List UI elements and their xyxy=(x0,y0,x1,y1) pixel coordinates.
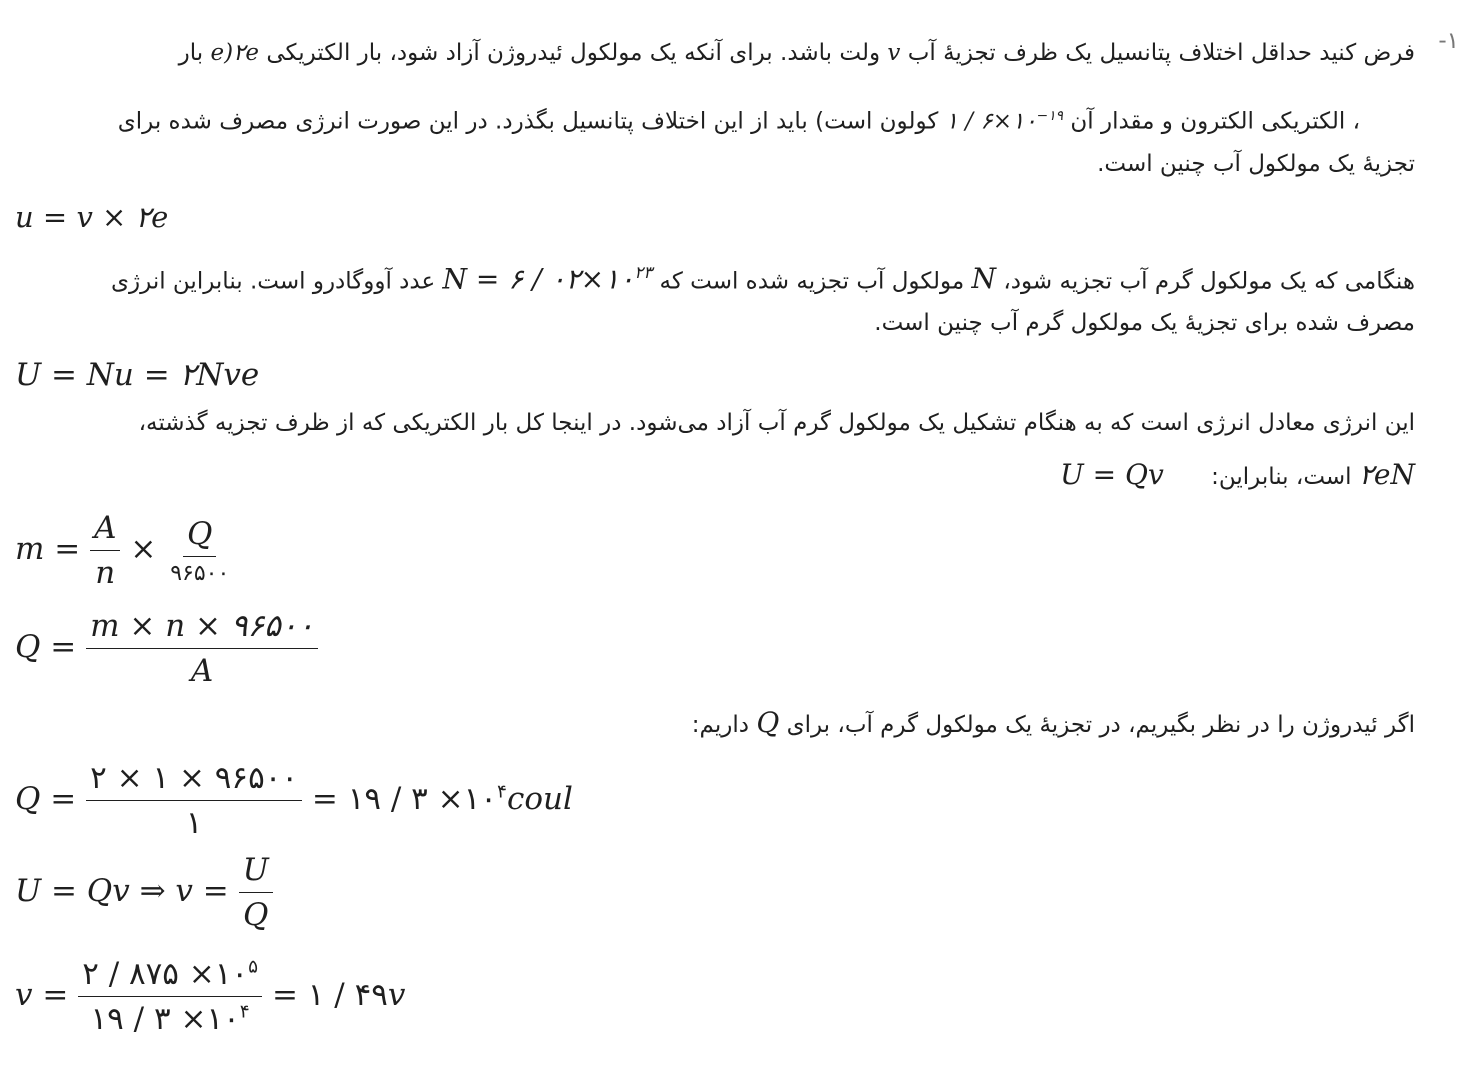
denominator: A xyxy=(190,653,214,689)
exponent: ۲۳ xyxy=(634,262,653,282)
fraction xyxy=(90,510,120,591)
math-lhs: u xyxy=(15,200,34,234)
paragraph-2-line-2: مصرف شده برای تجزیهٔ یک مولکول گرم آب چنین است. xyxy=(874,310,1415,336)
equation-7 xyxy=(15,956,405,1037)
item-number: -۱ xyxy=(1438,28,1459,54)
math-symbol: e)۲e xyxy=(210,40,260,66)
equation-5 xyxy=(15,760,573,841)
paragraph-3-line-1: این انرژی معادل انرژی است که به هنگام تشکیل یک مولکول گرم آب آزاد می‌شود. در اینجا کل بار الکتریکی که از ظرف تجزیه گذشته، xyxy=(138,410,1415,436)
paragraph-3-line-2 xyxy=(1060,449,1415,503)
text-segment: بار xyxy=(178,40,204,66)
math-value: ۲ / ۸۷۵ ×۱۰ xyxy=(82,956,249,992)
text-segment: کولون است) باید از این اختلاف پتانسیل بگذرد. در این صورت انرژی مصرف شده برای xyxy=(117,108,939,135)
math-value: ۱ / ۶×۱۰ xyxy=(945,108,1037,135)
math-lhs: U = Qv ⇒ v = xyxy=(15,873,229,909)
numerator: ۲ × ۱ × ۹۶۵۰۰ xyxy=(86,760,302,801)
exponent: ۴ xyxy=(496,781,507,803)
math-symbol: N xyxy=(971,262,997,296)
denominator: ۹۶۵۰۰ xyxy=(170,560,230,586)
text-segment: اگر ئیدروژن را در نظر بگیریم، در تجزیهٔ یک مولکول گرم آب، برای xyxy=(786,712,1415,738)
math-lhs: m = xyxy=(15,531,81,567)
unit: coul xyxy=(506,781,573,817)
avogadro-formula xyxy=(443,246,653,305)
text-segment: ، الکتریکی الکترون و مقدار آن xyxy=(1070,108,1360,135)
numerator xyxy=(78,956,262,997)
text-segment: ولت باشد. برای آنکه یک مولکول ئیدروژن آزاد شود، بار الکتریکی xyxy=(266,40,881,66)
fraction xyxy=(86,760,302,841)
equation-6 xyxy=(15,852,273,933)
electron-charge xyxy=(946,90,1063,148)
math-value: N = ۶ / ۰۲×۱۰ xyxy=(442,262,635,296)
equation-3 xyxy=(15,510,233,591)
exponent: −۱۹ xyxy=(1036,108,1064,124)
math-symbol: v xyxy=(887,40,901,66)
numerator: m × n × ۹۶۵۰۰ xyxy=(86,608,318,649)
paragraph-1-line-1 xyxy=(179,27,1415,79)
text-segment: هنگامی که یک مولکول گرم آب تجزیه شود، xyxy=(1003,268,1415,295)
fraction xyxy=(239,852,273,933)
math-rhs: = ۱۹ / ۳ ×۱۰ xyxy=(311,781,497,817)
paragraph-4 xyxy=(692,697,1415,751)
math-lhs: Q = xyxy=(15,781,77,817)
math-lhs: v = xyxy=(15,977,69,1013)
math-symbol: ۲eN xyxy=(1358,458,1415,491)
denominator: n xyxy=(95,555,116,591)
exponent: ۵ xyxy=(248,956,259,978)
denominator xyxy=(87,997,254,1037)
exponent: ۴ xyxy=(239,1001,250,1023)
math-rhs: v × ۲e xyxy=(76,200,169,234)
math-formula: U = Qv xyxy=(1060,458,1164,491)
denominator: Q xyxy=(242,897,269,933)
text-segment: عدد آووگادرو است. بنابراین انرژی xyxy=(111,268,436,295)
text-segment: فرض کنید حداقل اختلاف پتانسیل یک ظرف تجزیهٔ آب xyxy=(907,40,1415,66)
fraction xyxy=(86,608,318,689)
math-rhs: = ۱ / ۴۹ xyxy=(271,977,388,1013)
equation-1: u = v × ۲e xyxy=(15,200,169,234)
operator: × xyxy=(130,531,157,567)
math-symbol: Q xyxy=(756,706,780,739)
paragraph-1-line-3: تجزیهٔ یک مولکول آب چنین است. xyxy=(1097,151,1415,177)
math-value: ۱۹ / ۳ ×۱۰ xyxy=(90,1001,240,1037)
text-segment: است، بنابراین: xyxy=(1211,464,1352,490)
text-segment: داریم: xyxy=(691,712,749,738)
unit: v xyxy=(387,977,406,1013)
text-segment: مولکول آب تجزیه شده است که xyxy=(659,268,965,295)
equation-4 xyxy=(15,608,318,689)
numerator: Q xyxy=(183,516,216,557)
numerator: U xyxy=(239,852,273,893)
fraction xyxy=(166,516,233,586)
equation-2: U = Nu = ۲Nve xyxy=(15,357,260,393)
math-lhs: Q = xyxy=(15,629,77,665)
denominator: ۱ xyxy=(185,805,203,841)
numerator: A xyxy=(90,510,120,551)
fraction xyxy=(78,956,262,1037)
